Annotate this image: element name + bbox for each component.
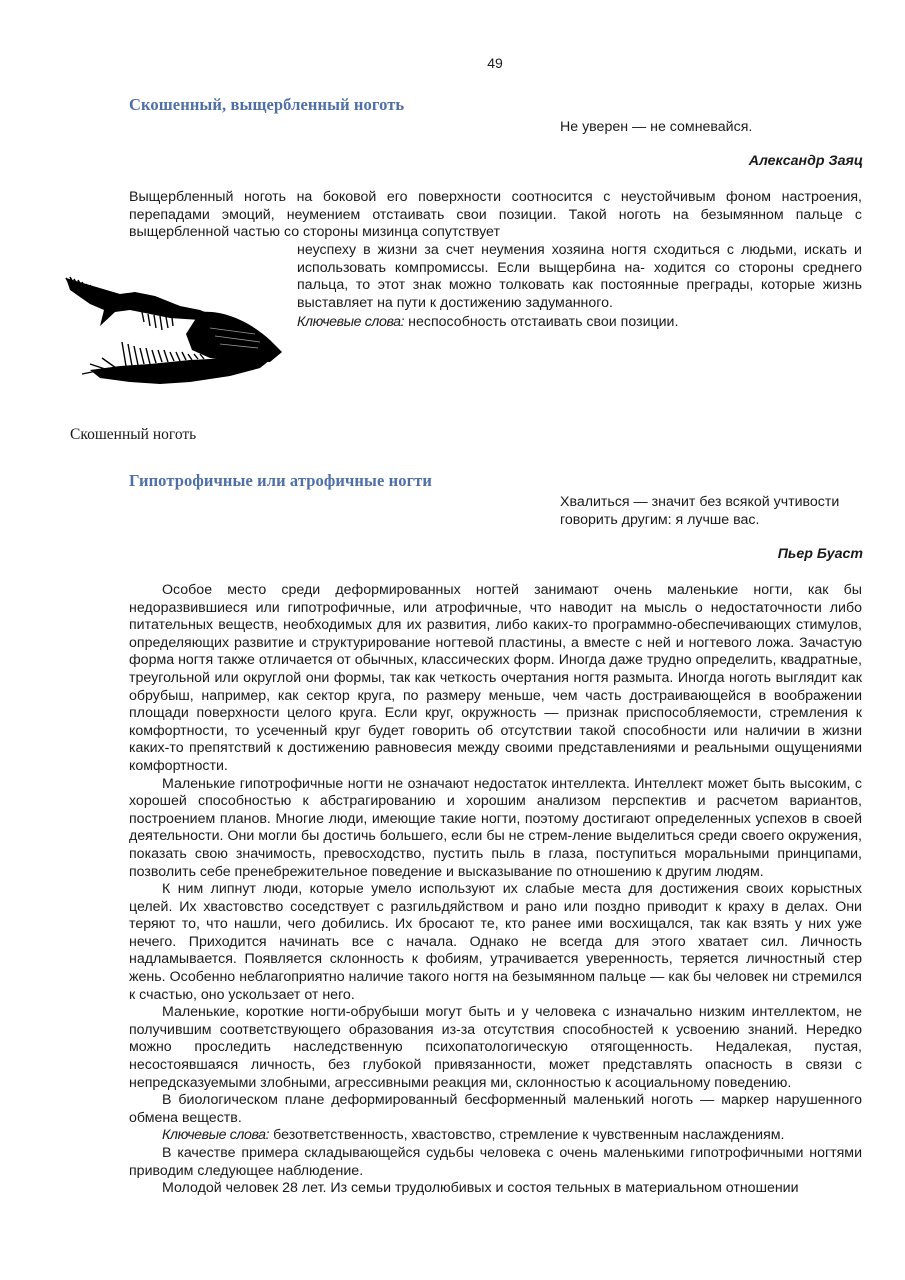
paragraph: Маленькие гипотрофичные ногти не означают недостаток интеллекта. Интеллект может быть высоким, с хорошей способностью к абстрагированию и хорошим анализом перспектив и расчетом вариантов, построением планов. Многие люди, имеющие такие ногти, поэтому достигают определенных успехов в своей деятельности. Они могли бы достичь большего, если бы не стрем-ление выделиться среди своего окружения, показать свою значимость, превосходство, пустить пыль в глаза, поступиться моральными принципами, позволить себе пренебрежительное поведение и высказывание по отношению к другим людям. (129, 775, 862, 880)
wrapped-paragraph (297, 242, 862, 332)
epigraph-quote: Хвалиться — значит без всякой учтивости говорить другим: я лучше вас. (560, 494, 840, 528)
epigraph-author: Пьер Буаст (777, 546, 863, 562)
paragraph: В качестве примера складывающейся судьбы человека с очень маленькими гипотрофичными ногтями приводим следующее наблюдение. (129, 1145, 862, 1179)
slanted-nail-icon (60, 270, 290, 395)
wrapped-text: неуспеху в жизни за счет неумения хозяина ногтя сходиться с людьми, искать и использовать компромиссы. Если выщербина на- ходится со стороны среднего пальца, то этот знак можно толковать как постоянные преграды, которые жизнь выставляет на пути к достижению задуманного. (297, 242, 862, 311)
slanted-nail-illustration (60, 270, 290, 395)
paragraph: Маленькие, короткие ногти-обрубыши могут быть и у человека с изначально низким интеллектом, не получившим соответствующего образования из-за отсутствия способностей к усвоению знаний. Нередко можно проследить наследственную психопатологическую отягощенность. Недалекая, пустая, несостоявшаяся личность, без глубокой привязанности, может представлять опасность в связи с непредсказуемыми злобными, агрессивными реакция ми, склонностью к асоциальному поведению. (129, 1004, 862, 1091)
paragraph: В биологическом плане деформированный бесформенный маленький ноготь — маркер нарушенного обмена веществ. (129, 1092, 862, 1126)
section-heading-slanted-nail: Скошенный, выщербленный ноготь (129, 95, 405, 114)
main-text (129, 582, 862, 1198)
paragraph: Молодой человек 28 лет. Из семьи трудолюбивых и состоя тельных в материальном отношении (162, 1180, 799, 1197)
paragraph: К ним липнут люди, которые умело используют их слабые места для достижения своих корыстных целей. Их хвастовство соседствует с разгильдяйством и рано или поздно приводит к краху в делах. Они теряют то, что нашли, чего добились. Их бросают те, кто ранее ими восхищался, так как взять у них уже нечего. Приходится начинать все с начала. Однако не всегда для этого хватает сил. Личность надламывается. Появляется склонность к фобиям, утрачивается уверенность, теряется личностный стер жень. Особенно неблагоприятно наличие такого ногтя на безымянном пальце — как бы человек ни стремился к счастью, оно ускользает от него. (129, 881, 862, 1003)
keywords-line (297, 314, 862, 332)
epigraph-author: Александр Заяц (748, 153, 863, 169)
keywords-label: Ключевые слова: (297, 314, 405, 331)
intro-paragraph (129, 189, 862, 242)
keywords-text: безответственность, хвастовство, стремление к чувственным наслаждениям. (269, 1127, 785, 1144)
page-number: 49 (487, 55, 503, 71)
keywords-line (129, 1127, 862, 1145)
paragraph: Особое место среди деформированных ногтей занимают очень маленькие ногти, как бы недоразвившиеся или гипотрофичные, или атрофичные, что наводит на мысль о недостаточности либо питательных веществ, необходимых для их развития, либо каких-то программно-обеспечивающих стимулов, определяющих развитие и структурирование ногтевой пластины, а вместе с ней и ногтевого ложа. Зачастую форма ногтя также отличается от обычных, классических форм. Иногда даже трудно определить, квадратные, треугольной или округлой они формы, так как четкость очертания ногтя размыта. Иногда ноготь выглядит как обрубыш, например, как сектор круга, по размеру меньше, чем часть достраивающейся в воображении площади поверхности целого круга. Если круг, окружность — признак приспособляемости, стремления к комфортности, то усеченный круг будет говорить об отсутствии такой способности или наличии в жизни каких-то препятствий к достижению равновесия между своими представлениями и реальными ощущениями комфортности. (129, 582, 862, 774)
figure-caption: Скошенный ноготь (70, 426, 197, 443)
section-heading-hypotrophic-nails: Гипотрофичные или атрофичные ногти (129, 471, 432, 490)
keywords-label: Ключевые слова: (162, 1127, 270, 1144)
epigraph-quote: Не уверен — не сомневайся. (560, 119, 753, 135)
intro-text: Выщербленный ноготь на боковой его поверхности соотносится с неустойчивым фоном настроения, перепадами эмоций, неумением отстаивать свои позиции. Такой ноготь на безымянном пальце с выщербленной частью со стороны мизинца сопутствует (129, 189, 862, 241)
keywords-text: неспособность отстаивать свои позиции. (404, 314, 679, 331)
